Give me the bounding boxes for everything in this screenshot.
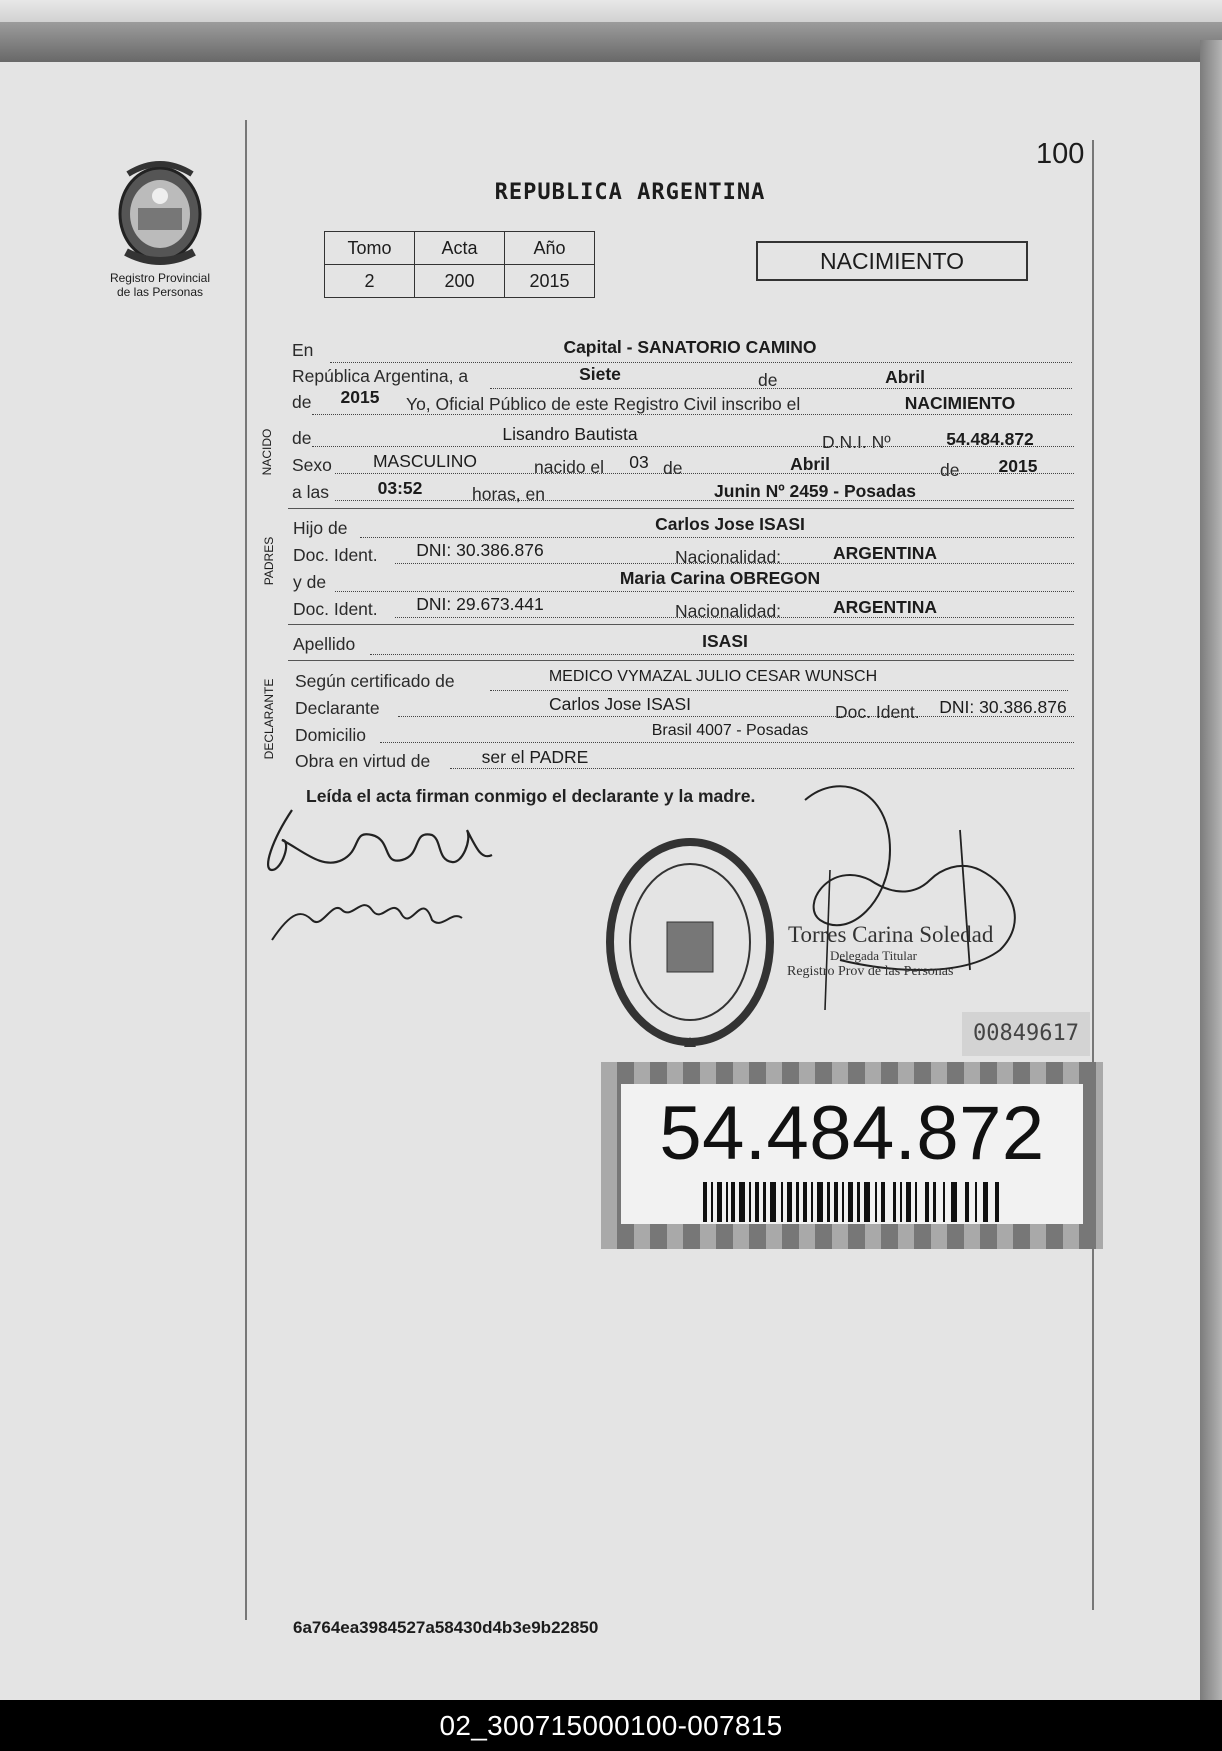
alas-label: a las — [292, 482, 329, 502]
registry-table — [324, 231, 595, 298]
padres-separator — [288, 624, 1074, 625]
tomo-header: Tomo — [325, 232, 415, 265]
acta-value: 200 — [415, 265, 505, 298]
father-name-value: Carlos Jose ISASI — [655, 514, 805, 534]
registry-seal-icon — [605, 832, 775, 1052]
mother-nat-value: ARGENTINA — [832, 597, 938, 617]
left-margin-line — [245, 120, 247, 1620]
province-crest-icon — [108, 156, 212, 268]
official-signature — [760, 770, 1040, 1020]
dni-label: D.N.I. Nº — [822, 432, 891, 452]
anio-value: 2015 — [505, 265, 595, 298]
year-value: 2015 — [340, 387, 380, 407]
official-name: Torres Carina Soledad — [788, 922, 994, 947]
birth-day-value: 03 — [629, 452, 649, 472]
anio-header: Año — [505, 232, 595, 265]
image-caption: 02_300715000100-007815 — [0, 1700, 1222, 1751]
barcode-icon — [703, 1182, 1003, 1222]
inscribo-text: Yo, Oficial Público de este Registro Civil inscribo el — [406, 394, 801, 414]
declarant-doc-label: Doc. Ident. — [835, 702, 920, 722]
apellido-value: ISASI — [702, 631, 748, 651]
official-title: Delegada Titular — [830, 948, 918, 963]
time-value: 03:52 — [377, 478, 423, 498]
padres-section-label: PADRES — [262, 536, 276, 586]
official-agency: Registro Prov de las Personas — [787, 964, 954, 979]
agency-line-2: de las Personas — [116, 285, 204, 299]
apellido-label: Apellido — [293, 634, 356, 654]
page-edge — [1200, 40, 1222, 1700]
sexo-value: MASCULINO — [372, 451, 478, 471]
declarante-section-label: DECLARANTE — [262, 678, 276, 760]
serial-number: 00849617 — [962, 1012, 1090, 1056]
father-doc-label: Doc. Ident. — [293, 545, 378, 565]
dni-sticker — [601, 1062, 1103, 1249]
day-value: Siete — [579, 364, 621, 384]
apellido-separator — [288, 660, 1074, 661]
document-type-box: NACIMIENTO — [756, 241, 1028, 281]
page-number: 100 — [1036, 138, 1085, 170]
nacido-el-label: nacido el — [534, 457, 605, 477]
republica-label: República Argentina, a — [292, 366, 469, 386]
birth-de-year-label: de — [940, 460, 960, 480]
obra-label: Obra en virtud de — [295, 751, 431, 771]
en-label: En — [292, 340, 314, 360]
child-dni-value: 54.484.872 — [946, 429, 1034, 449]
hijo-label: Hijo de — [293, 518, 348, 538]
cert-value: MEDICO VYMAZAL JULIO CESAR WUNSCH — [548, 668, 878, 685]
sticker-dni-number: 54.484.872 — [659, 1091, 1045, 1176]
mother-name-value: Maria Carina OBREGON — [619, 568, 821, 588]
declarant-value: Carlos Jose ISASI — [549, 694, 691, 714]
father-nat-label: Nacionalidad: — [675, 547, 782, 567]
closing-text: Leída el acta firman conmigo el declarante y la madre. — [306, 786, 756, 806]
agency-line-1: Registro Provincial — [109, 271, 211, 285]
sexo-label: Sexo — [292, 455, 332, 475]
mother-nat-label: Nacionalidad: — [675, 601, 782, 621]
acta-header: Acta — [415, 232, 505, 265]
declarant-signature — [262, 800, 522, 950]
horas-label: horas, en — [472, 484, 545, 504]
de-label: de — [758, 370, 778, 390]
birth-year-value: 2015 — [998, 456, 1038, 476]
mother-doc-value: DNI: 29.673.441 — [416, 594, 544, 614]
document-hash: 6a764ea3984527a58430d4b3e9b22850 — [293, 1618, 599, 1637]
father-nat-value: ARGENTINA — [832, 543, 938, 563]
country-title: REPUBLICA ARGENTINA — [494, 180, 766, 205]
place-value: Capital - SANATORIO CAMINO — [563, 337, 817, 357]
declarant-label: Declarante — [295, 698, 380, 718]
right-margin-line — [1092, 140, 1094, 1610]
nacido-separator — [288, 508, 1074, 509]
yde-label: y de — [293, 572, 327, 592]
nacido-de-label: de — [292, 428, 312, 448]
agency-name — [80, 271, 240, 299]
birth-month-value: Abril — [790, 454, 830, 474]
de-year-label: de — [292, 392, 312, 412]
domicile-label: Domicilio — [295, 725, 366, 745]
tomo-value: 2 — [325, 265, 415, 298]
cert-label: Según certificado de — [295, 671, 455, 691]
father-doc-value: DNI: 30.386.876 — [416, 540, 544, 560]
birth-de-label: de — [663, 458, 683, 478]
domicile-value: Brasil 4007 - Posadas — [651, 722, 809, 739]
mother-doc-label: Doc. Ident. — [293, 599, 378, 619]
month-value: Abril — [885, 367, 925, 387]
declarant-doc-value: DNI: 30.386.876 — [939, 697, 1067, 717]
birth-address-value: Junin Nº 2459 - Posadas — [714, 481, 916, 501]
obra-value: ser el PADRE — [481, 747, 589, 767]
nacido-section-label: NACIDO — [260, 428, 274, 476]
child-name-value: Lisandro Bautista — [502, 424, 638, 444]
event-value: NACIMIENTO — [904, 393, 1016, 413]
